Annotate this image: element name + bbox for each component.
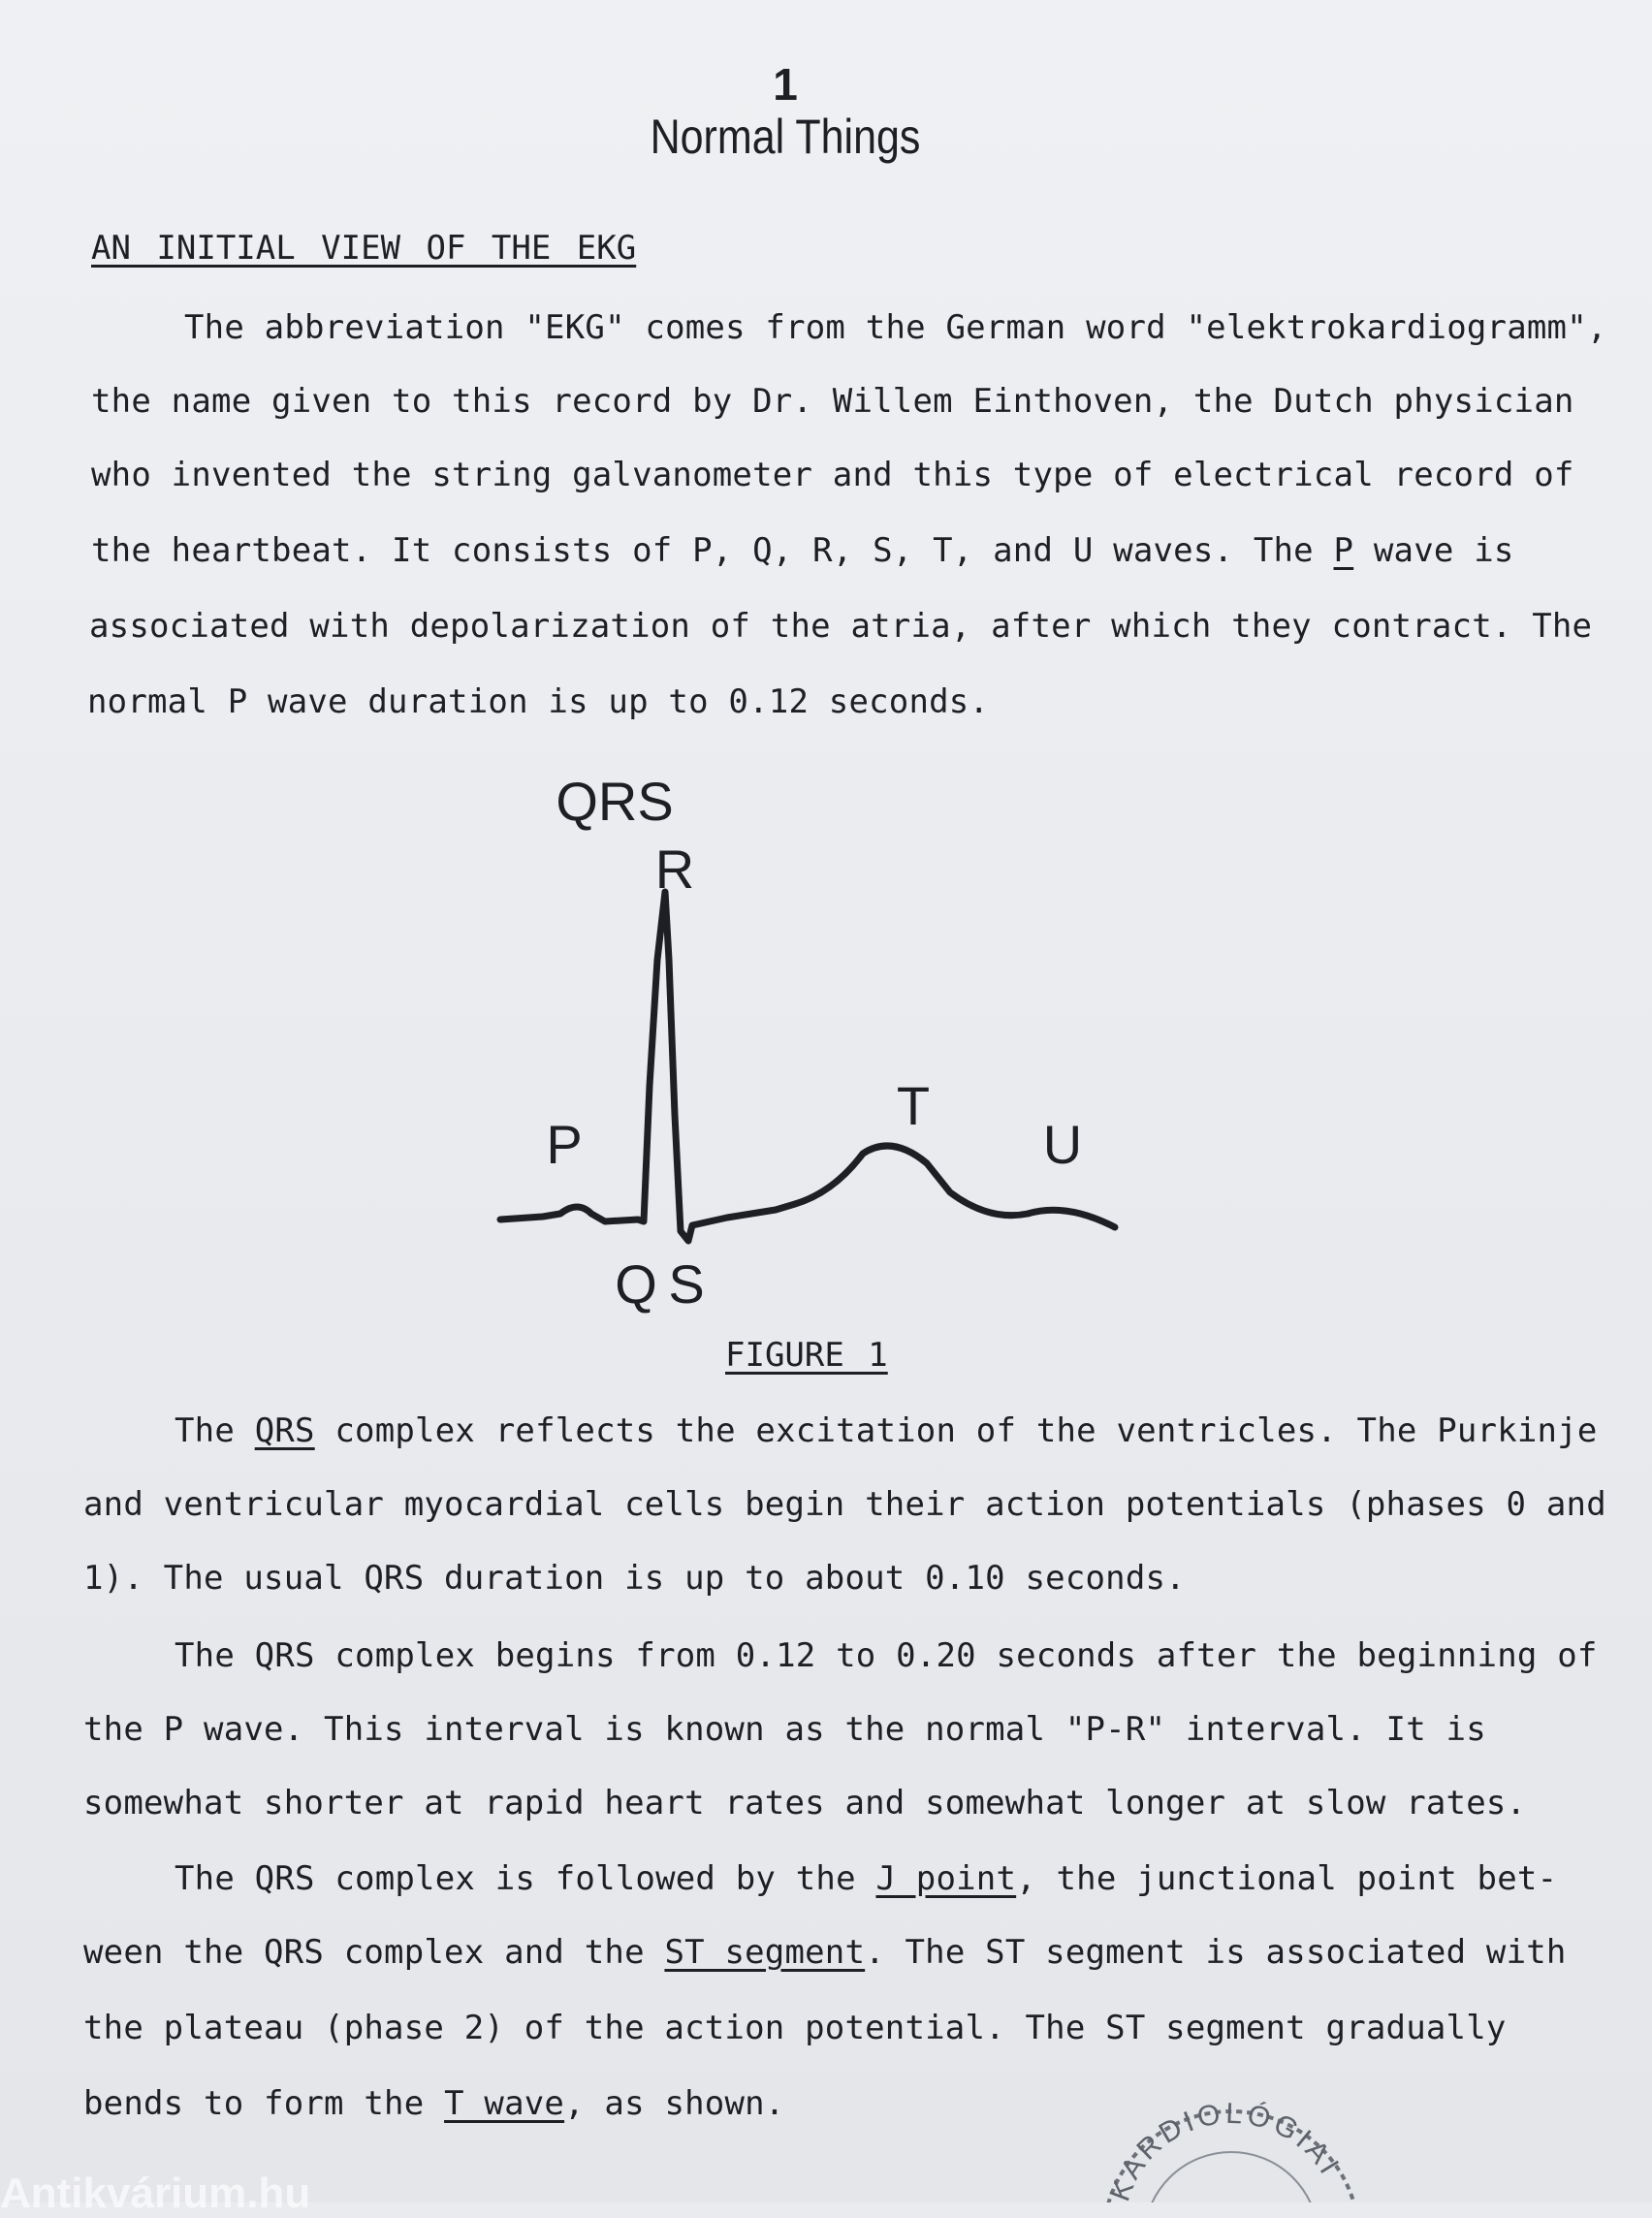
body-text-line: The QRS complex is followed by the J point, the junctional point bet- [175, 1859, 1558, 1898]
watermark: Antikvárium.hu [0, 2170, 311, 2217]
svg-text:KARDIOLÓGIAI [1104, 2098, 1348, 2202]
body-text-line: the P wave. This interval is known as the normal "P-R" interval. It is [83, 1710, 1486, 1749]
body-text-line: 1). The usual QRS duration is up to about 0.10 seconds. [83, 1559, 1186, 1598]
qrs-label: QRS [556, 771, 674, 832]
s-wave-label: S [668, 1253, 705, 1315]
body-text-line: the name given to this record by Dr. Willem Einthoven, the Dutch physician [91, 382, 1574, 421]
body-text-line: the heartbeat. It consists of P, Q, R, S, T, and U waves. The P wave is [91, 531, 1514, 570]
body-text-line: The QRS complex begins from 0.12 to 0.20 seconds after the beginning of [175, 1636, 1598, 1675]
figure-caption: FIGURE 1 [725, 1336, 888, 1375]
body-text-line: who invented the string galvanometer and this type of electrical record of [91, 456, 1574, 494]
library-stamp [1086, 2084, 1377, 2202]
stamp-text: KARDIOLÓGIAI [1103, 2097, 1348, 2202]
ekg-figure [485, 766, 1163, 1328]
r-wave-label: R [654, 839, 695, 900]
body-text-line: bends to form the T wave, as shown. [83, 2084, 785, 2123]
body-text-line: The abbreviation "EKG" comes from the German word "elektrokardiogramm", [184, 308, 1607, 347]
p-wave-term: P [1333, 531, 1354, 570]
body-text-line: and ventricular myocardial cells begin their action potentials (phases 0 and [83, 1485, 1606, 1524]
body-text-line: The QRS complex reflects the excitation of the ventricles. The Purkinje [175, 1411, 1598, 1450]
u-wave-label: U [1042, 1114, 1083, 1175]
t-wave-label: T [896, 1075, 931, 1136]
ekg-waveform [500, 892, 1115, 1241]
j-point-term: J point [875, 1859, 1017, 1898]
chapter-number: 1 [773, 59, 798, 110]
t-wave-term: T wave [444, 2084, 565, 2123]
qrs-term: QRS [254, 1411, 315, 1450]
p-wave-label: P [546, 1114, 583, 1175]
body-text-line: associated with depolarization of the atria, after which they contract. The [89, 607, 1593, 646]
chapter-title: Normal Things [650, 110, 921, 164]
st-segment-term: ST segment [664, 1933, 866, 1972]
section-heading: AN INITIAL VIEW OF THE EKG [91, 229, 637, 268]
body-text-line: ween the QRS complex and the ST segment. The ST segment is associated with [83, 1933, 1567, 1972]
body-text-line: normal P wave duration is up to 0.12 seconds. [87, 682, 990, 721]
body-text-line: somewhat shorter at rapid heart rates and somewhat longer at slow rates. [83, 1784, 1527, 1822]
q-wave-label: Q [615, 1253, 657, 1315]
body-text-line: the plateau (phase 2) of the action potential. The ST segment gradually [83, 2009, 1507, 2047]
